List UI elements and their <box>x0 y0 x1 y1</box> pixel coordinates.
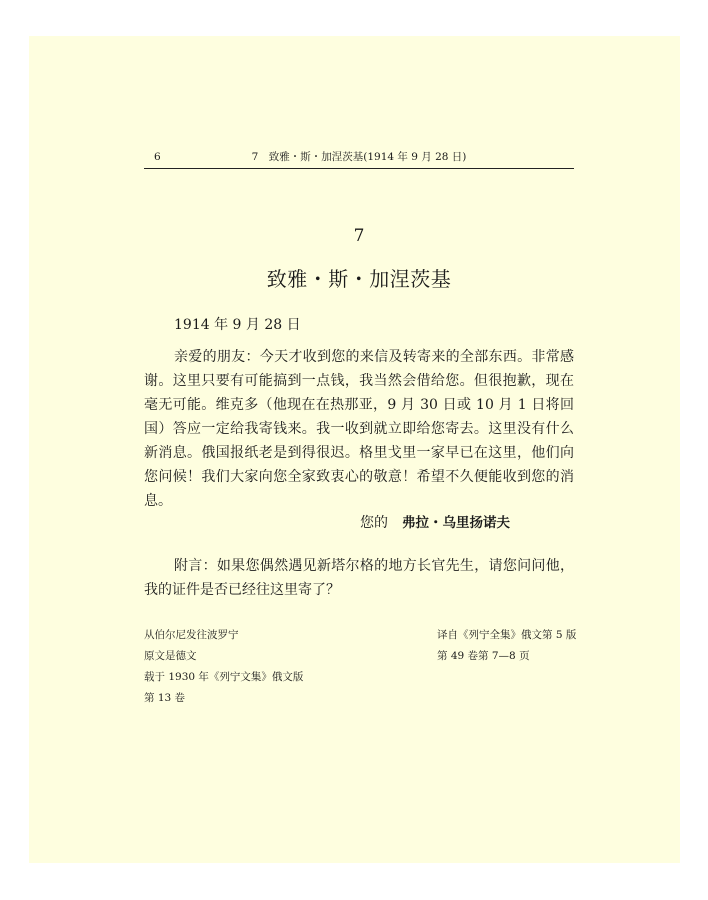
header-rule <box>144 168 574 169</box>
source-note-line: 第 49 卷第 7—8 页 <box>437 650 530 662</box>
page-number: 6 <box>154 151 161 163</box>
signature-block <box>360 511 510 532</box>
postscript: 附言：如果您偶然遇见新塔尔格的地方长官先生，请您问问他，我的证件是否已经往这里寄了？ <box>144 558 574 598</box>
source-notes-right <box>437 625 576 667</box>
letter-title: 致雅・斯・加涅茨基 <box>266 267 452 291</box>
closing-text: 您的 <box>360 515 388 531</box>
letter-number: 7 <box>353 226 365 246</box>
running-header <box>144 150 574 168</box>
source-notes-left <box>144 625 303 709</box>
letter-date: 1914 年 9 月 28 日 <box>174 317 301 333</box>
source-note-line: 第 13 卷 <box>144 692 186 704</box>
running-title: 7 致雅・斯・加涅茨基(1914 年 9 月 28 日) <box>251 151 467 163</box>
signature-name: 弗拉・乌里扬诺夫 <box>402 515 510 531</box>
source-note-line: 译自《列宁全集》俄文第 5 版 <box>437 629 577 641</box>
source-note-line: 载于 1930 年《列宁文集》俄文版 <box>144 671 304 683</box>
source-note-line: 从伯尔尼发往波罗宁 <box>144 629 239 641</box>
source-note-line: 原文是德文 <box>144 650 197 662</box>
letter-body: 亲爱的朋友：今天才收到您的来信及转寄来的全部东西。非常感谢。这里只要有可能搞到一点钱，我当然会借给您。但很抱歉，现在毫无可能。维克多（他现在在热那亚，9 月 30 日或 10 月 1 日将回国）答应一定给我寄钱来。我一收到就立即给您寄去。这里没有什么新消息。俄国报纸老是到得很迟。格里戈里一家早已在这里，他们向您问候！我们大家向您全家致衷心的敬意！希望不久便能收到您的消息。 <box>144 349 574 509</box>
